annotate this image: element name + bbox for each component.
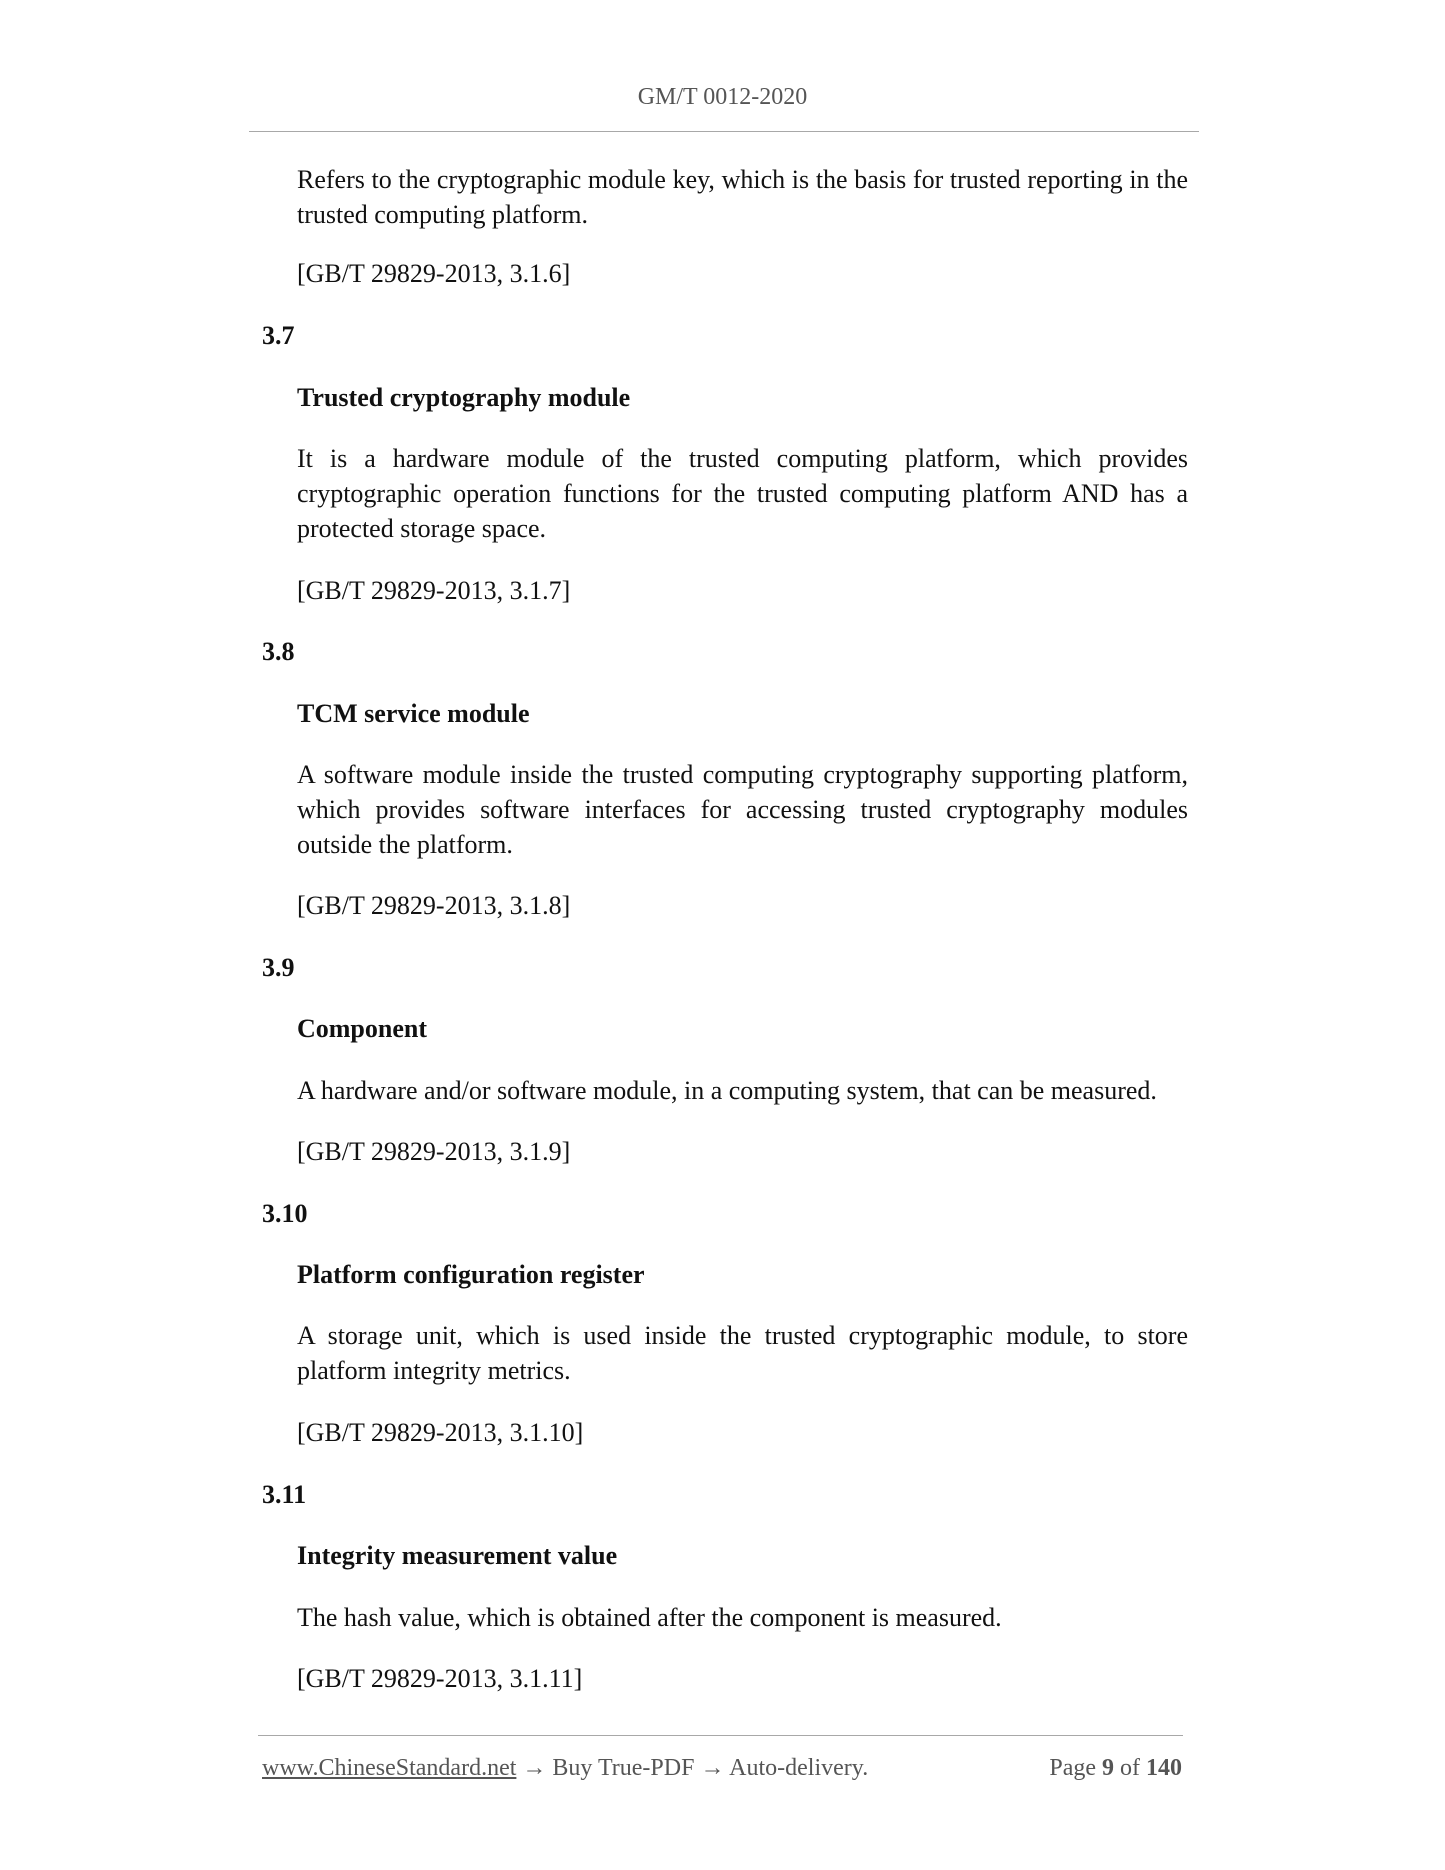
term-reference-3-10: [GB/T 29829-2013, 3.1.10] (297, 1418, 584, 1447)
arrow-right-icon: → (700, 1755, 725, 1781)
term-reference-3-11: [GB/T 29829-2013, 3.1.11] (297, 1664, 583, 1693)
term-title-3-8: TCM service module (297, 699, 530, 728)
term-definition-3-11: The hash value, which is obtained after the component is measured. (297, 1603, 1002, 1632)
term-reference-3-9: [GB/T 29829-2013, 3.1.9] (297, 1137, 571, 1166)
term-title-3-9: Component (297, 1014, 428, 1043)
footer-divider (258, 1735, 1183, 1736)
intro-reference: [GB/T 29829-2013, 3.1.6] (297, 259, 571, 288)
clause-number-3-9: 3.9 (262, 953, 295, 982)
intro-definition: Refers to the cryptographic module key, which is the basis for trusted reporting in the trusted computing platform. (297, 165, 1188, 229)
term-title-3-10: Platform configuration register (297, 1260, 645, 1289)
page-label: Page (1049, 1755, 1096, 1781)
term-title-3-7: Trusted cryptography module (297, 383, 631, 412)
site-link[interactable]: www.ChineseStandard.net (262, 1755, 517, 1781)
page-indicator (1049, 1752, 1182, 1784)
arrow-right-icon: → (522, 1755, 547, 1781)
current-page-number: 9 (1102, 1755, 1114, 1781)
of-label: of (1120, 1755, 1140, 1781)
term-definition-3-8: A software module inside the trusted computing cryptography supporting platform, which provides software interfaces for accessing trusted cryptography modules outside the platform. (297, 760, 1188, 859)
term-reference-3-8: [GB/T 29829-2013, 3.1.8] (297, 891, 571, 920)
term-definition-3-9: A hardware and/or software module, in a computing system, that can be measured. (297, 1076, 1157, 1105)
page-header-title: GM/T 0012-2020 (637, 84, 808, 110)
clause-number-3-11: 3.11 (262, 1480, 307, 1509)
clause-number-3-10: 3.10 (262, 1199, 308, 1228)
clause-number-3-8: 3.8 (262, 637, 295, 666)
term-definition-3-10: A storage unit, which is used inside the trusted cryptographic module, to store platform integrity metrics. (297, 1321, 1188, 1385)
term-title-3-11: Integrity measurement value (297, 1541, 618, 1570)
buy-pdf-text: Buy True-PDF (552, 1755, 695, 1781)
total-pages-number: 140 (1146, 1755, 1182, 1781)
footer-promo (262, 1752, 868, 1784)
auto-delivery-text: Auto-delivery. (729, 1755, 869, 1781)
term-reference-3-7: [GB/T 29829-2013, 3.1.7] (297, 576, 571, 605)
term-definition-3-7: It is a hardware module of the trusted computing platform, which provides cryptographic operation functions for the trusted computing platform AND has a protected storage space. (297, 444, 1188, 543)
clause-number-3-7: 3.7 (262, 321, 295, 350)
